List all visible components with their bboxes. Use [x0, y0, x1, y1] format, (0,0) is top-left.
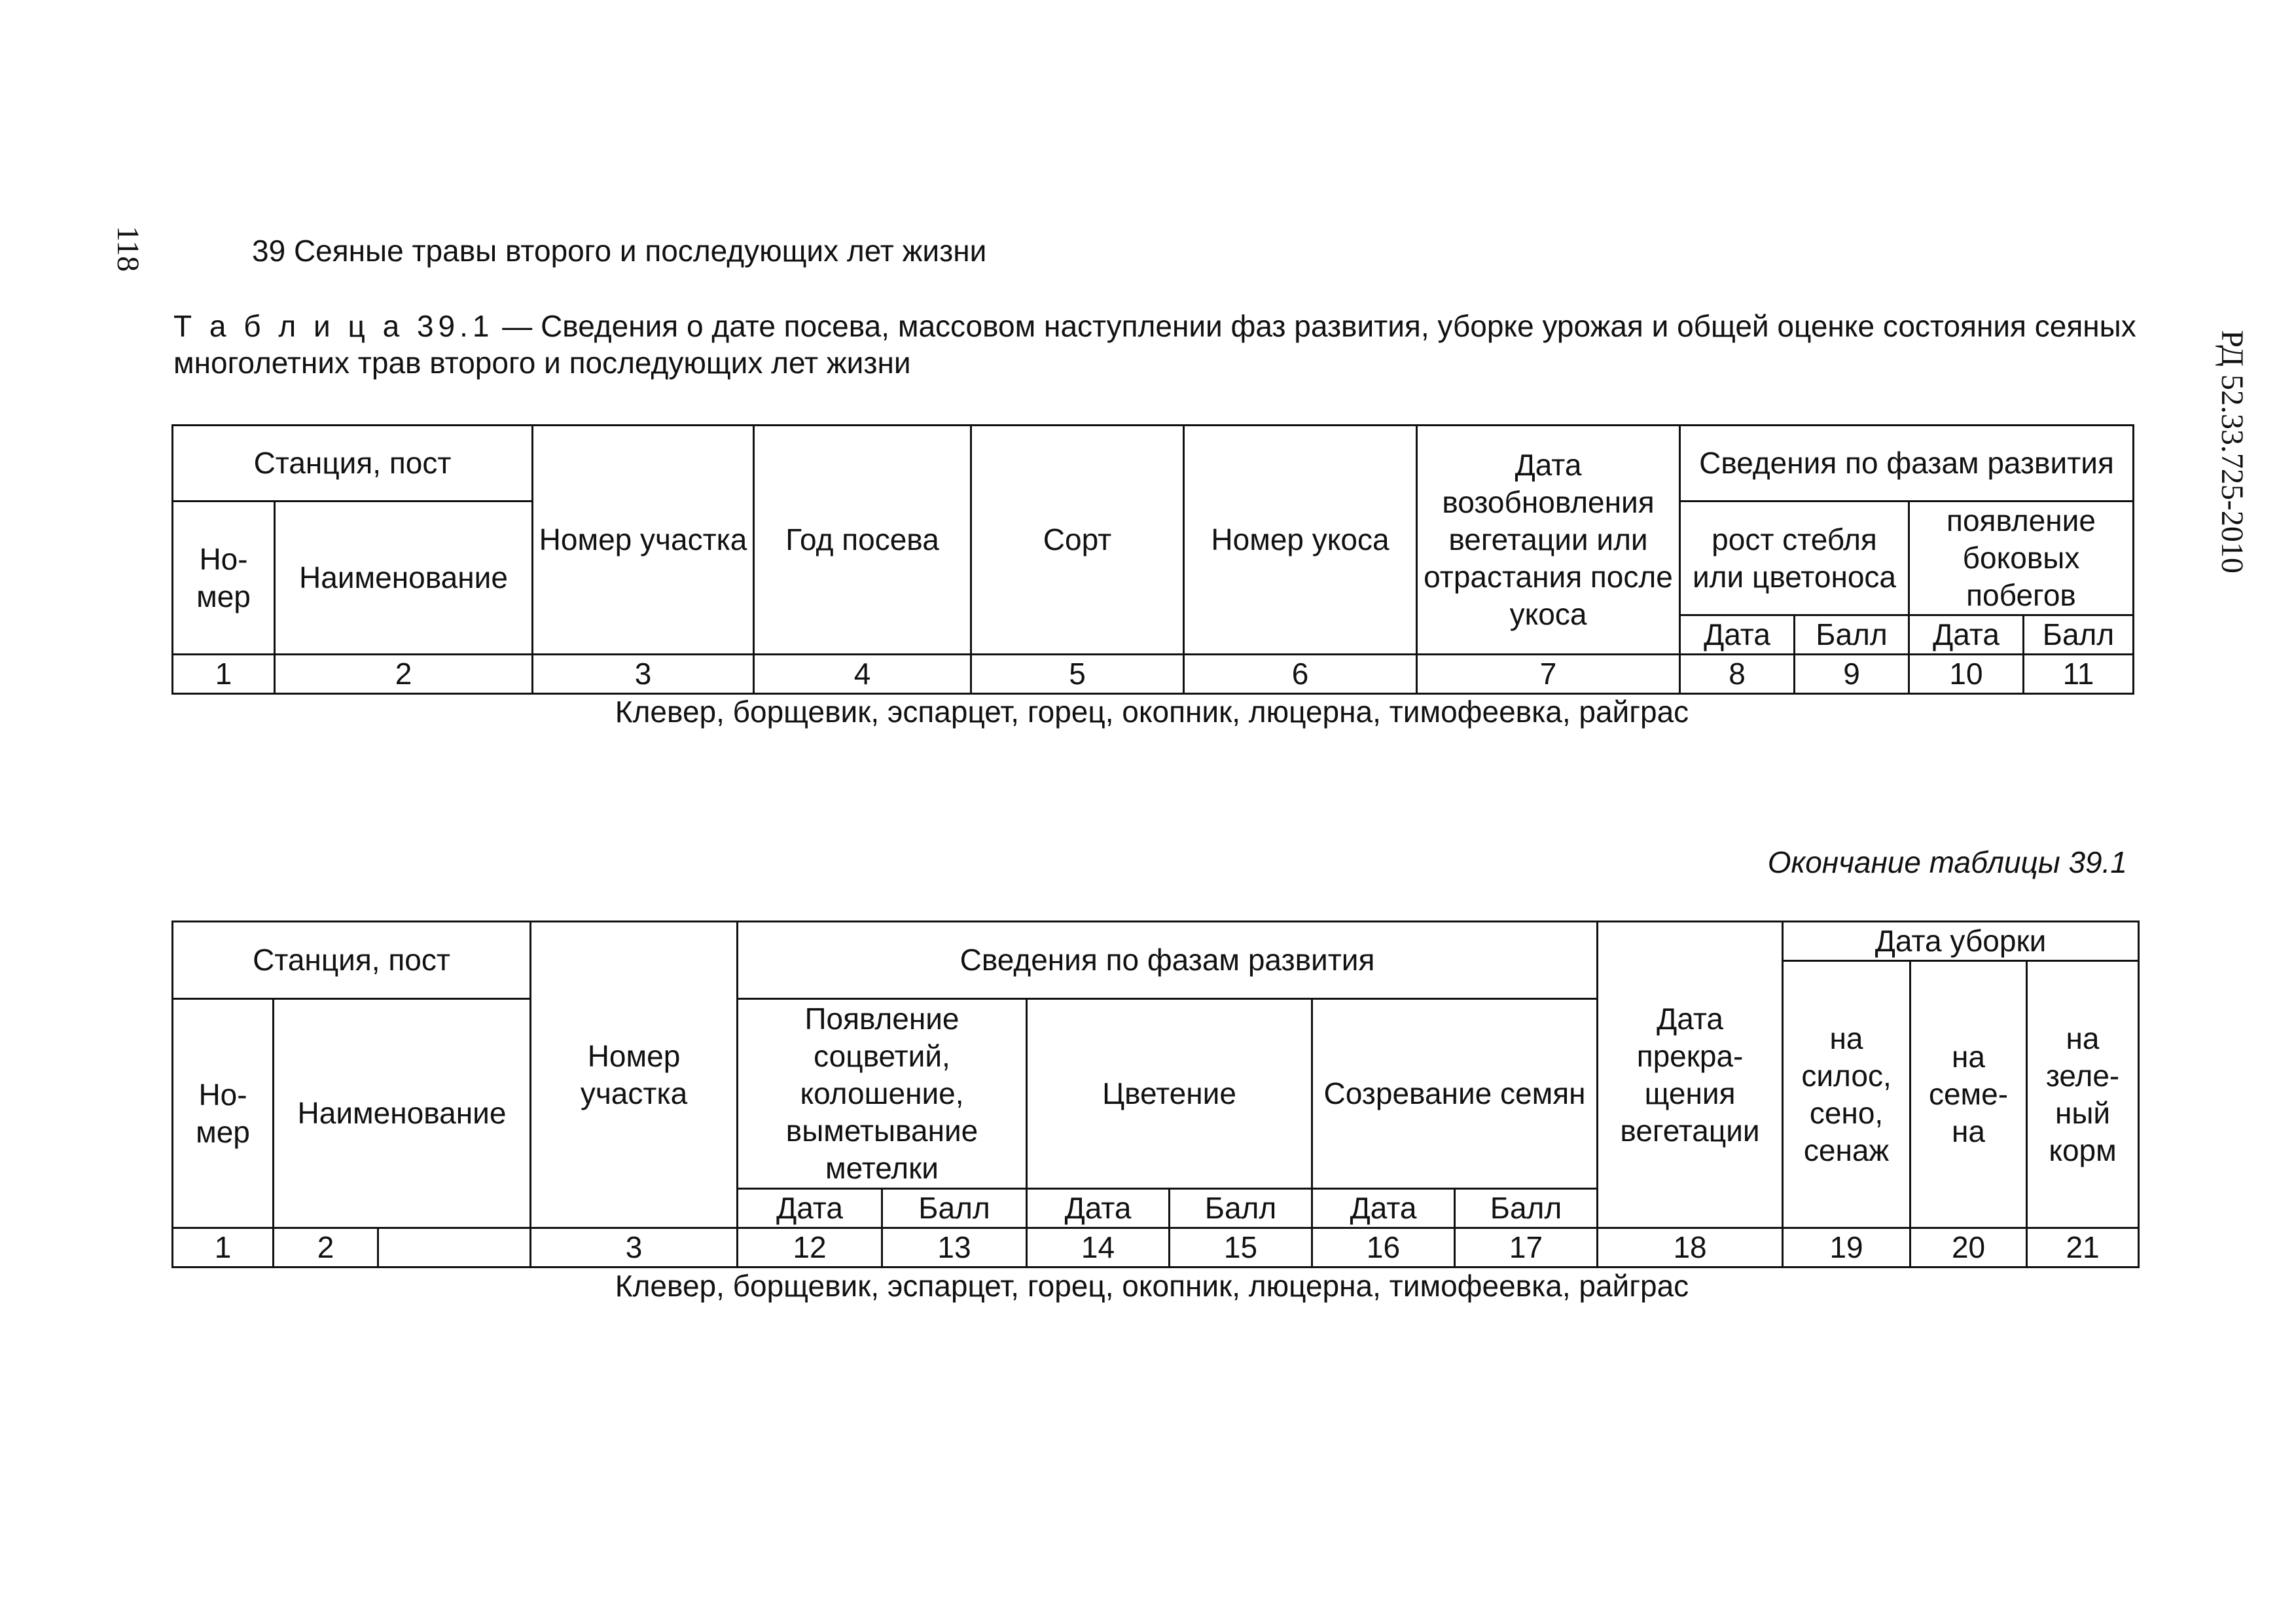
column-number: 17	[1455, 1228, 1598, 1267]
column-number: 11	[2024, 655, 2134, 694]
column-number: 14	[1027, 1228, 1170, 1267]
header-seed-ripening: Созревание семян	[1312, 999, 1598, 1189]
header-sowing-year: Год посева	[754, 426, 971, 655]
column-number: 8	[1680, 655, 1795, 694]
header-number: Но-мер	[173, 999, 274, 1228]
column-number: 13	[882, 1228, 1027, 1267]
table-caption	[173, 308, 2137, 381]
header-score: Балл	[1795, 615, 1909, 655]
header-number: Но-мер	[173, 501, 275, 655]
header-harvest-date: Дата уборки	[1783, 922, 2139, 961]
header-plot-number: Номер участка	[533, 426, 754, 655]
column-number: 16	[1312, 1228, 1455, 1267]
header-name: Наименование	[274, 999, 531, 1228]
column-number: 7	[1417, 655, 1680, 694]
column-number: 4	[754, 655, 971, 694]
header-inflorescence: Появление соцветий, колошение, выметывание метелки	[738, 999, 1027, 1189]
crop-list-note: Клевер, борщевик, эспарцет, горец, окопник, люцерна, тимофеевка, райграс	[615, 695, 1689, 729]
table-39-1-part-1	[171, 424, 2134, 695]
column-number: 1	[173, 655, 275, 694]
page-number: 118	[111, 225, 145, 272]
header-date: Дата	[1909, 615, 2024, 655]
header-date: Дата	[1680, 615, 1795, 655]
header-score: Балл	[2024, 615, 2134, 655]
header-green-feed: на зеле-ный корм	[2027, 961, 2139, 1228]
header-date: Дата	[1312, 1189, 1455, 1228]
column-number: 20	[1910, 1228, 2027, 1267]
document-code: РД 52.33.725-2010	[2215, 330, 2250, 574]
caption-dash: —	[493, 309, 541, 343]
crop-list-note: Клевер, борщевик, эспарцет, горец, окопник, люцерна, тимофеевка, райграс	[615, 1269, 1689, 1303]
table-continuation-label: Окончание таблицы 39.1	[1767, 845, 2127, 879]
column-number: 1	[173, 1228, 274, 1267]
column-number: 5	[971, 655, 1184, 694]
column-number: 9	[1795, 655, 1909, 694]
caption-label: Т а б л и ц а 39.1	[173, 309, 494, 343]
header-side-shoots: появление боковых побегов	[1909, 501, 2134, 615]
header-silage: на силос, сено, сенаж	[1783, 961, 1910, 1228]
column-number: 2	[275, 655, 533, 694]
header-cut-number: Номер укоса	[1184, 426, 1417, 655]
column-number: 3	[531, 1228, 738, 1267]
header-date: Дата	[1027, 1189, 1170, 1228]
column-number: 10	[1909, 655, 2024, 694]
header-station: Станция, пост	[173, 426, 533, 501]
table-39-1-part-2	[171, 921, 2140, 1268]
column-number: 6	[1184, 655, 1417, 694]
header-vegetation-end-date: Дата прекра-щения вегетации	[1598, 922, 1783, 1228]
header-name: Наименование	[275, 501, 533, 655]
column-number: 2	[274, 1228, 378, 1267]
header-variety: Сорт	[971, 426, 1184, 655]
column-number-row	[173, 655, 2134, 694]
header-plot-number: Номер участка	[531, 922, 738, 1228]
column-number	[378, 1228, 531, 1267]
header-score: Балл	[1455, 1189, 1598, 1228]
column-number: 19	[1783, 1228, 1910, 1267]
header-seeds: на семе-на	[1910, 961, 2027, 1228]
header-renewal-date: Дата возобновления вегетации или отрастания после укоса	[1417, 426, 1680, 655]
column-number-row	[173, 1228, 2139, 1267]
header-development-phases: Сведения по фазам развития	[738, 922, 1598, 999]
section-title: 39 Сеяные травы второго и последующих лет жизни	[252, 234, 987, 268]
header-development-phases: Сведения по фазам развития	[1680, 426, 2134, 501]
column-number: 12	[738, 1228, 882, 1267]
column-number: 3	[533, 655, 754, 694]
header-station: Станция, пост	[173, 922, 531, 999]
header-stem-growth: рост стебля или цветоноса	[1680, 501, 1909, 615]
header-score: Балл	[882, 1189, 1027, 1228]
header-date: Дата	[738, 1189, 882, 1228]
column-number: 21	[2027, 1228, 2139, 1267]
column-number: 15	[1170, 1228, 1312, 1267]
caption-text: Сведения о дате посева, массовом наступлении фаз развития, уборке урожая и общей оценке состояния сеяных многолетних трав второго и последующих лет жизни	[173, 309, 2136, 380]
header-flowering: Цветение	[1027, 999, 1312, 1189]
column-number: 18	[1598, 1228, 1783, 1267]
header-score: Балл	[1170, 1189, 1312, 1228]
